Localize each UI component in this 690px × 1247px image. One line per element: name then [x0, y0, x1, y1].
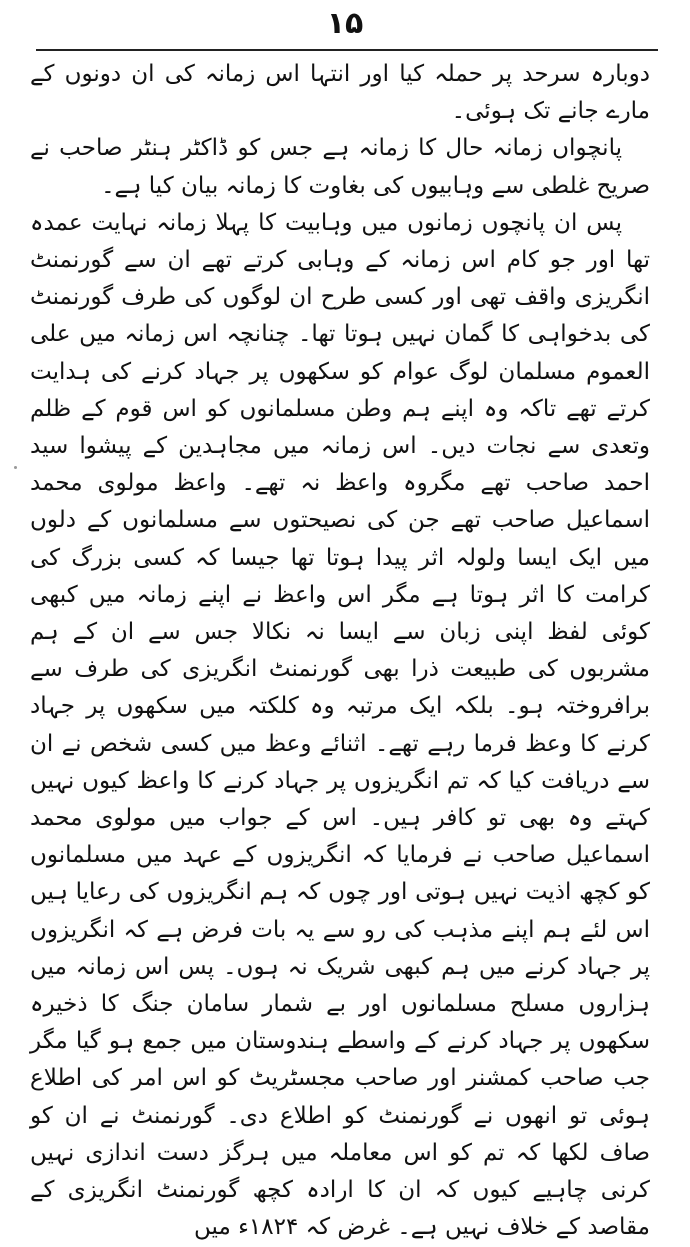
page-number: ۱۵ — [326, 6, 364, 41]
paragraph-1: دوبارہ سرحد پر حملہ کیا اور انتہا اس زمانہ کی ان دونوں کے مارے جانے تک ہوئی۔ — [30, 61, 650, 125]
header-rule — [36, 49, 658, 51]
paragraph-2: پانچواں زمانہ حال کا زمانہ ہے جس کو ڈاکٹر ہنٹر صاحب نے صریح غلطی سے وہابیوں کی بغاوت کا زمانہ بیان کیا ہے۔ — [30, 135, 650, 199]
margin-speck — [14, 466, 17, 469]
body-text — [30, 56, 650, 1247]
paragraph-3: پس ان پانچوں زمانوں میں وہابیت کا پہلا زمانہ نہایت عمدہ تھا اور جو کام اس زمانہ کے وہابی کرتے تھے ان سے گورنمنٹ انگریزی واقف تھی اور کسی طرح ان لوگوں کی طرف گورنمنٹ کی بدخواہی کا گمان نہیں ہوتا تھا۔ چنانچہ اس زمانہ میں علی العموم مسلمان لوگ عوام کو سکھوں پر جہاد کرنے کی ہدایت کرتے تھے تاکہ وہ اپنے ہم وطن مسلمانوں کو اس قوم کے ظلم وتعدی سے نجات دیں۔ اس زمانہ میں مجاہدین کے پیشوا سید احمد صاحب تھے مگروہ واعظ نہ تھے۔ واعظ مولوی محمد اسماعیل صاحب تھے جن کی نصیحتوں سے مسلمانوں کے دلوں میں ایک ایسا ولولہ اثر پیدا ہوتا تھا جیسا کہ کسی بزرگ کی کرامت کا اثر ہوتا ہے مگر اس واعظ نے اپنے زمانہ میں کبھی کوئی لفظ اپنی زبان سے ایسا نہ نکالا جس سے ان کے ہم مشربوں کی طبیعت ذرا بھی گورنمنٹ انگریزی کی طرف سے برافروختہ ہو۔ بلکہ ایک مرتبہ وہ کلکتہ میں سکھوں پر جہاد کرنے کا وعظ فرما رہے تھے۔ اثنائے وعظ میں کسی شخص نے ان سے دریافت کیا کہ تم انگریزوں پر جہاد کرنے کا واعظ کیوں نہیں کہتے وہ بھی تو کافر ہیں۔ اس کے جواب میں مولوی محمد اسماعیل صاحب نے فرمایا کہ انگریزوں کے عہد میں مسلمانوں کو کچھ اذیت نہیں ہوتی اور چوں کہ ہم انگریزوں کی رعایا ہیں اس لئے ہم اپنے مذہب کی رو سے یہ بات فرض ہے کہ انگریزوں پر جہاد کرنے میں ہم کبھی شریک نہ ہوں۔ پس اس زمانہ میں ہزاروں مسلح مسلمانوں اور بے شمار سامان جنگ کا ذخیرہ سکھوں پر جہاد کرنے کے واسطے ہندوستان میں جمع ہو گیا مگر جب صاحب کمشنر اور صاحب مجسٹریٹ کو اس امر کی اطلاع ہوئی تو انھوں نے گورنمنٹ کو اطلاع دی۔ گورنمنٹ نے ان کو صاف لکھا کہ تم کو اس معاملہ میں ہرگز دست اندازی نہیں کرنی چاہیے کیوں کہ ان کا ارادہ کچھ گورنمنٹ انگریزی کے مقاصد کے خلاف نہیں ہے۔ غرض کہ ۱۸۲۴ء میں — [30, 209, 650, 1241]
